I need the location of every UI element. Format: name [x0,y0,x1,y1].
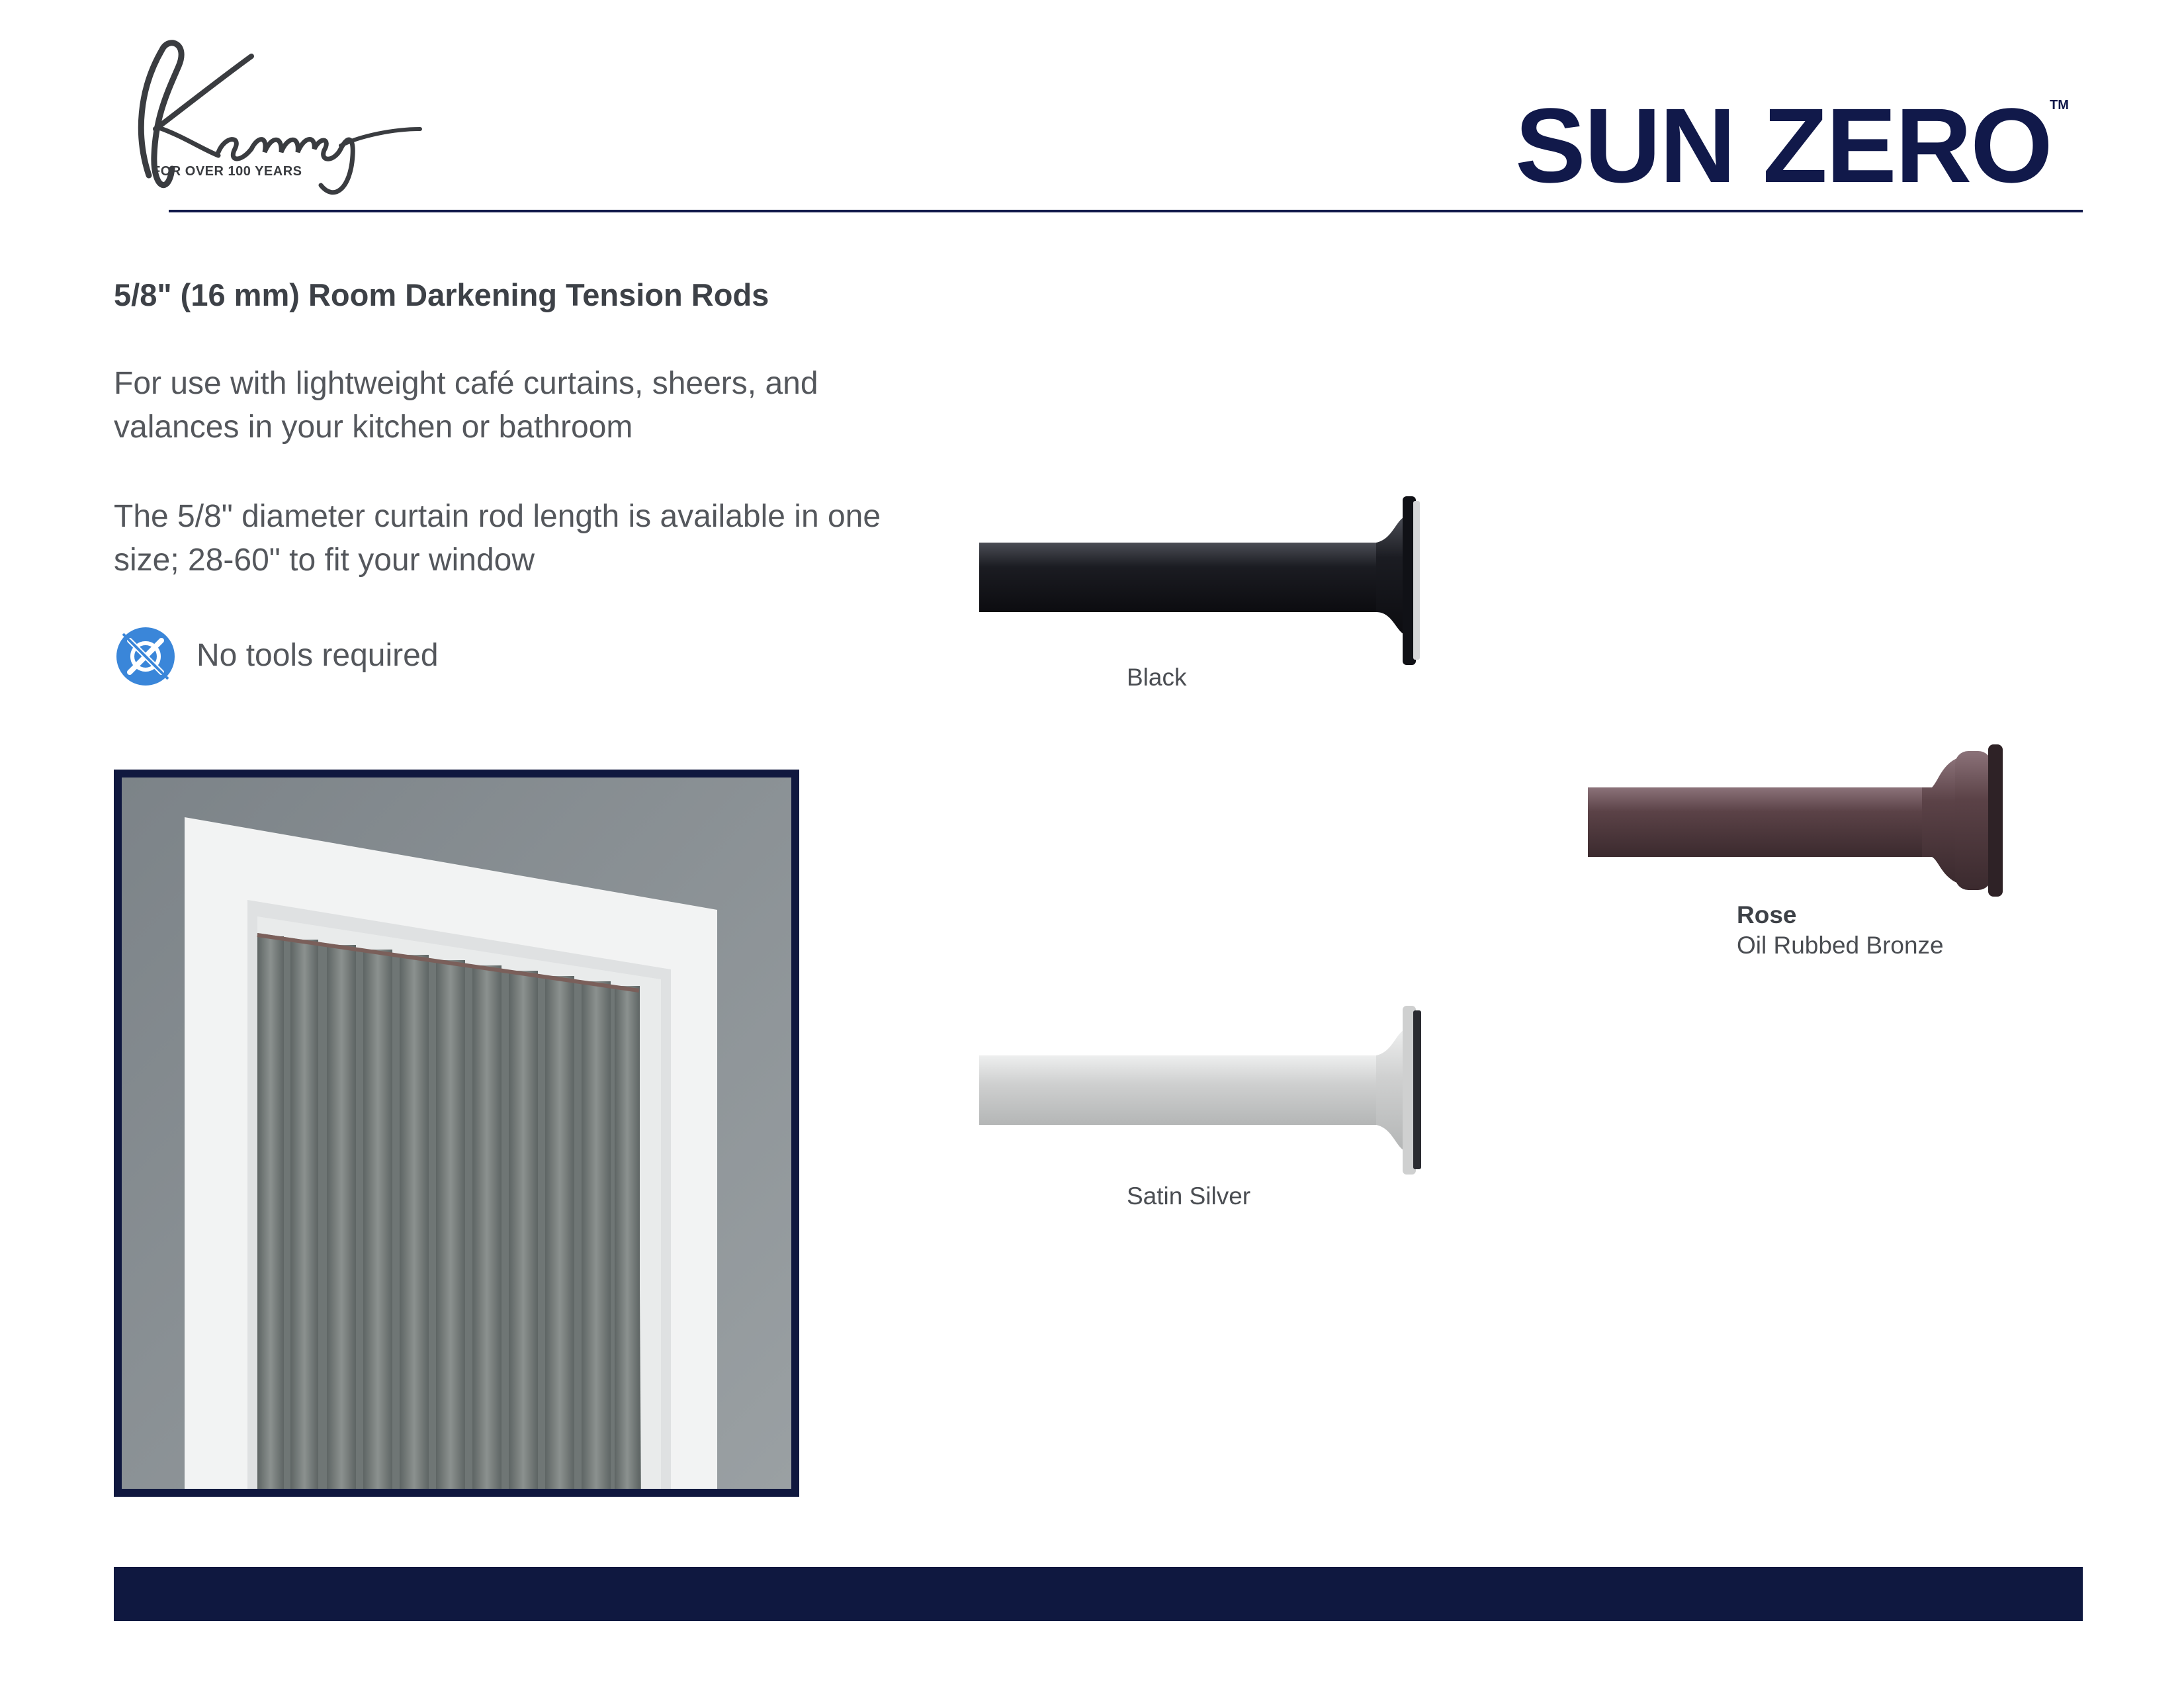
product-description-usage: For use with lightweight café curtains, sheers, and valances in your kitchen or bathroom [114,366,818,445]
finish-label-black: Black [1127,664,1187,691]
rod-black [979,493,1436,668]
doorway-curtain-illustration [122,777,791,1489]
curtain-folds [257,936,640,1489]
product-title: 5/8" (16 mm) Room Darkening Tension Rods [114,277,769,312]
trademark-mark: TM [2050,98,2069,112]
kenney-tagline: FOR OVER 100 YEARS [152,164,302,179]
finish-label-satin-silver: Satin Silver [1127,1182,1251,1210]
header-divider [169,210,2083,212]
rod-satin-silver [979,1002,1436,1178]
footer-bar [114,1567,2083,1621]
kenney-logo [109,36,427,215]
no-tools-icon [114,625,177,688]
no-tools-feature-text: No tools required [197,638,439,673]
sun-zero-logo: SUN ZERO [1515,86,2052,204]
product-photo [114,770,799,1497]
product-description-size: The 5/8" diameter curtain rod length is available in one size; 28-60" to fit your window [114,499,881,578]
finish-label-oil-rubbed-bronze: Oil Rubbed Bronze [1737,932,1944,959]
finish-label-rose: Rose [1737,901,1797,928]
rod-rose [1588,741,2044,900]
